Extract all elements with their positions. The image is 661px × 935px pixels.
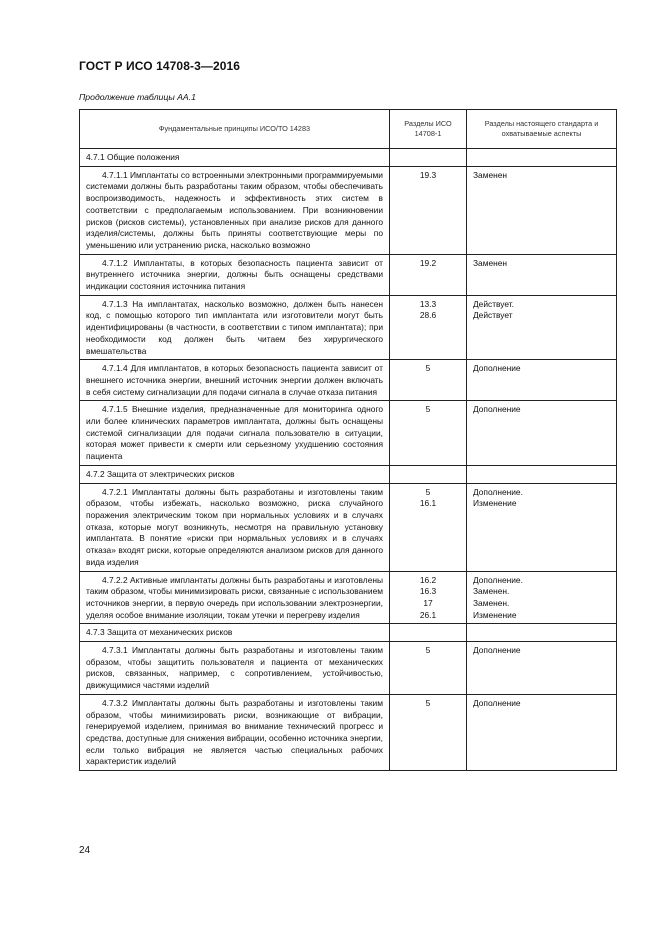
iso-section-cell <box>390 642 467 695</box>
aspect-value: Дополнение <box>473 697 521 708</box>
iso-section-ref: 16.2 <box>419 574 437 585</box>
iso-section-cell <box>390 571 467 624</box>
aspect-value: Действует. <box>473 298 515 309</box>
iso-section-cell <box>390 360 467 401</box>
principle-cell <box>80 694 390 770</box>
aspect-value: Дополнение. <box>473 574 523 585</box>
aspect-cell <box>467 642 617 695</box>
table-row <box>80 571 617 624</box>
section-title: 4.7.1 Общие положения <box>86 152 180 162</box>
aspect-cell <box>467 295 617 360</box>
iso-section-cell <box>390 401 467 466</box>
iso-section-ref: 5 <box>425 404 431 415</box>
table-section-row <box>80 624 617 642</box>
table-row <box>80 642 617 695</box>
principle-text: 4.7.1.2 Имплантаты, в которых безопасность пациента зависит от внутреннего источника энергии, должны быть оснащены средствами индикации состояния источника питания <box>86 257 383 292</box>
document-header: ГОСТ Р ИСО 14708-3—2016 <box>79 59 241 73</box>
iso-section-ref: 28.6 <box>419 310 437 321</box>
table-row <box>80 295 617 360</box>
iso-section-cell <box>390 254 467 295</box>
aspect-value: Дополнение <box>473 645 521 656</box>
principle-text: 4.7.3.1 Имплантаты должны быть разработаны и изготовлены таким образом, чтобы защитить пользователя и пациента от механических рисков, связанных, например, с сопротивлением, устойчивостью, движущимися частями изделий <box>86 645 383 691</box>
aspect-cell <box>467 465 617 483</box>
aspect-cell <box>467 571 617 624</box>
correspondence-table <box>79 109 617 771</box>
principle-text: 4.7.2.2 Активные имплантаты должны быть разработаны и изготовлены таким образом, чтобы минимизировать риски, связанные с использованием источников энергии, в первую очередь при использовании электроэнергии, уделяя особое внимание изоляции, токам утечки и перегреву изделия <box>86 574 383 620</box>
aspect-value: Дополнение <box>473 363 521 374</box>
section-title-cell <box>80 465 390 483</box>
table-body <box>80 149 617 771</box>
aspect-cell <box>467 624 617 642</box>
aspect-value: Заменен. <box>473 586 510 597</box>
principle-text: 4.7.1.5 Внешние изделия, предназначенные для мониторинга одного или более клинических параметров имплантата, должны быть оснащены системой сигнализации для подачи сигнала пользователю в ситуации, которая может привести к смерти или серьезному ухудшению состояния пациента <box>86 404 383 462</box>
iso-section-ref: 5 <box>425 486 431 497</box>
table-row <box>80 166 617 254</box>
section-title: 4.7.3 Защита от механических рисков <box>86 627 233 638</box>
table-section-row <box>80 149 617 167</box>
table-row <box>80 483 617 571</box>
iso-section-cell <box>390 694 467 770</box>
iso-section-cell <box>390 149 467 167</box>
iso-section-ref: 26.1 <box>419 609 437 620</box>
table-row <box>80 254 617 295</box>
iso-section-ref: 5 <box>425 645 431 656</box>
column-header-principles: Фундаментальные принципы ИСО/ТО 14283 <box>80 110 390 149</box>
iso-section-ref: 16.3 <box>419 586 437 597</box>
iso-section-ref: 5 <box>425 363 431 374</box>
iso-section-cell <box>390 295 467 360</box>
iso-section-ref: 19.3 <box>419 169 437 180</box>
aspect-value: Изменение <box>473 498 517 509</box>
iso-section-cell <box>390 166 467 254</box>
aspect-cell <box>467 360 617 401</box>
aspect-cell <box>467 483 617 571</box>
principle-cell <box>80 254 390 295</box>
principle-text: 4.7.1.4 Для имплантатов, в которых безопасность пациента зависит от внешнего источника энергии, внешний источник энергии должен включать в себя систему сигнализации для подачи сигнала в случае отказа питания <box>86 363 383 397</box>
aspect-value: Дополнение. <box>473 486 523 497</box>
table-row <box>80 360 617 401</box>
aspect-cell <box>467 254 617 295</box>
column-header-standard-sections: Разделы настоящего стандарта и охватываемые аспекты <box>467 110 617 149</box>
section-title-cell <box>80 624 390 642</box>
principle-cell <box>80 166 390 254</box>
principle-cell <box>80 642 390 695</box>
aspect-value: Изменение <box>473 609 517 620</box>
column-header-iso-sections: Разделы ИСО 14708-1 <box>390 110 467 149</box>
section-title: 4.7.2 Защита от электрических рисков <box>86 468 235 479</box>
principle-cell <box>80 483 390 571</box>
principle-text: 4.7.1.1 Имплантаты со встроенными электронными программируемыми системами должны быть разработаны таким образом, чтобы обеспечивать воспроизводимость, надежность и эффективность этих систем в соответствии с предполагаемым использованием. При возникновении рисков (рисков системы), установленных при анализе рисков для данного изделия/системы, должны быть приняты соответствующие меры по уменьшению или устранению риска, насколько возможно <box>86 169 383 250</box>
page-number: 24 <box>79 845 91 856</box>
aspect-value: Дополнение <box>473 404 521 415</box>
aspect-value: Действует <box>473 310 513 321</box>
aspect-value: Заменен <box>473 257 508 268</box>
aspect-cell <box>467 401 617 466</box>
table-section-row <box>80 465 617 483</box>
aspect-cell <box>467 694 617 770</box>
iso-section-ref: 19.2 <box>419 257 437 268</box>
section-title-cell <box>80 149 390 167</box>
iso-section-ref: 5 <box>425 697 431 708</box>
table-row <box>80 401 617 466</box>
table-row <box>80 694 617 770</box>
principle-text: 4.7.2.1 Имплантаты должны быть разработаны и изготовлены таким образом, чтобы избежать, насколько возможно, риска случайного поражения электрическим током при нормальных условиях и в случаях отказа, которые могут возникнуть, несмотря на правильную установку имплантата. В понятие «риски при нормальных условиях и в случаях отказа» входят риски, которые определяются анализом рисков для данного вида изделия <box>86 486 383 567</box>
iso-section-ref: 17 <box>423 597 433 608</box>
table-caption: Продолжение таблицы АА.1 <box>79 92 196 102</box>
iso-section-cell <box>390 483 467 571</box>
aspect-cell <box>467 166 617 254</box>
iso-section-ref: 13.3 <box>419 298 437 309</box>
aspect-value: Заменен. <box>473 597 510 608</box>
principle-text: 4.7.1.3 На имплантатах, насколько возможно, должен быть нанесен код, с помощью которого тип имплантата или изготовители могут быть идентифицированы (в частности, в соответствии с типом имплантата); при необходимости код должен быть читаем без хирургического вмешательства <box>86 298 383 356</box>
iso-section-cell <box>390 465 467 483</box>
principle-cell <box>80 401 390 466</box>
iso-section-ref: 16.1 <box>419 498 437 509</box>
aspect-value: Заменен <box>473 169 508 180</box>
principle-cell <box>80 360 390 401</box>
iso-section-cell <box>390 624 467 642</box>
table-header-row <box>80 110 617 149</box>
principle-cell <box>80 571 390 624</box>
principle-text: 4.7.3.2 Имплантаты должны быть разработаны и изготовлены таким образом, чтобы минимизировать риски, возникающие от вибрации, генерируемой изделием, принимая во внимание технический прогресс и средства, доступные для снижения вибрации, особенно источника энергии, если только вибрация не является частью специальных рабочих характеристик изделий <box>86 697 383 767</box>
principle-cell <box>80 295 390 360</box>
aspect-cell <box>467 149 617 167</box>
